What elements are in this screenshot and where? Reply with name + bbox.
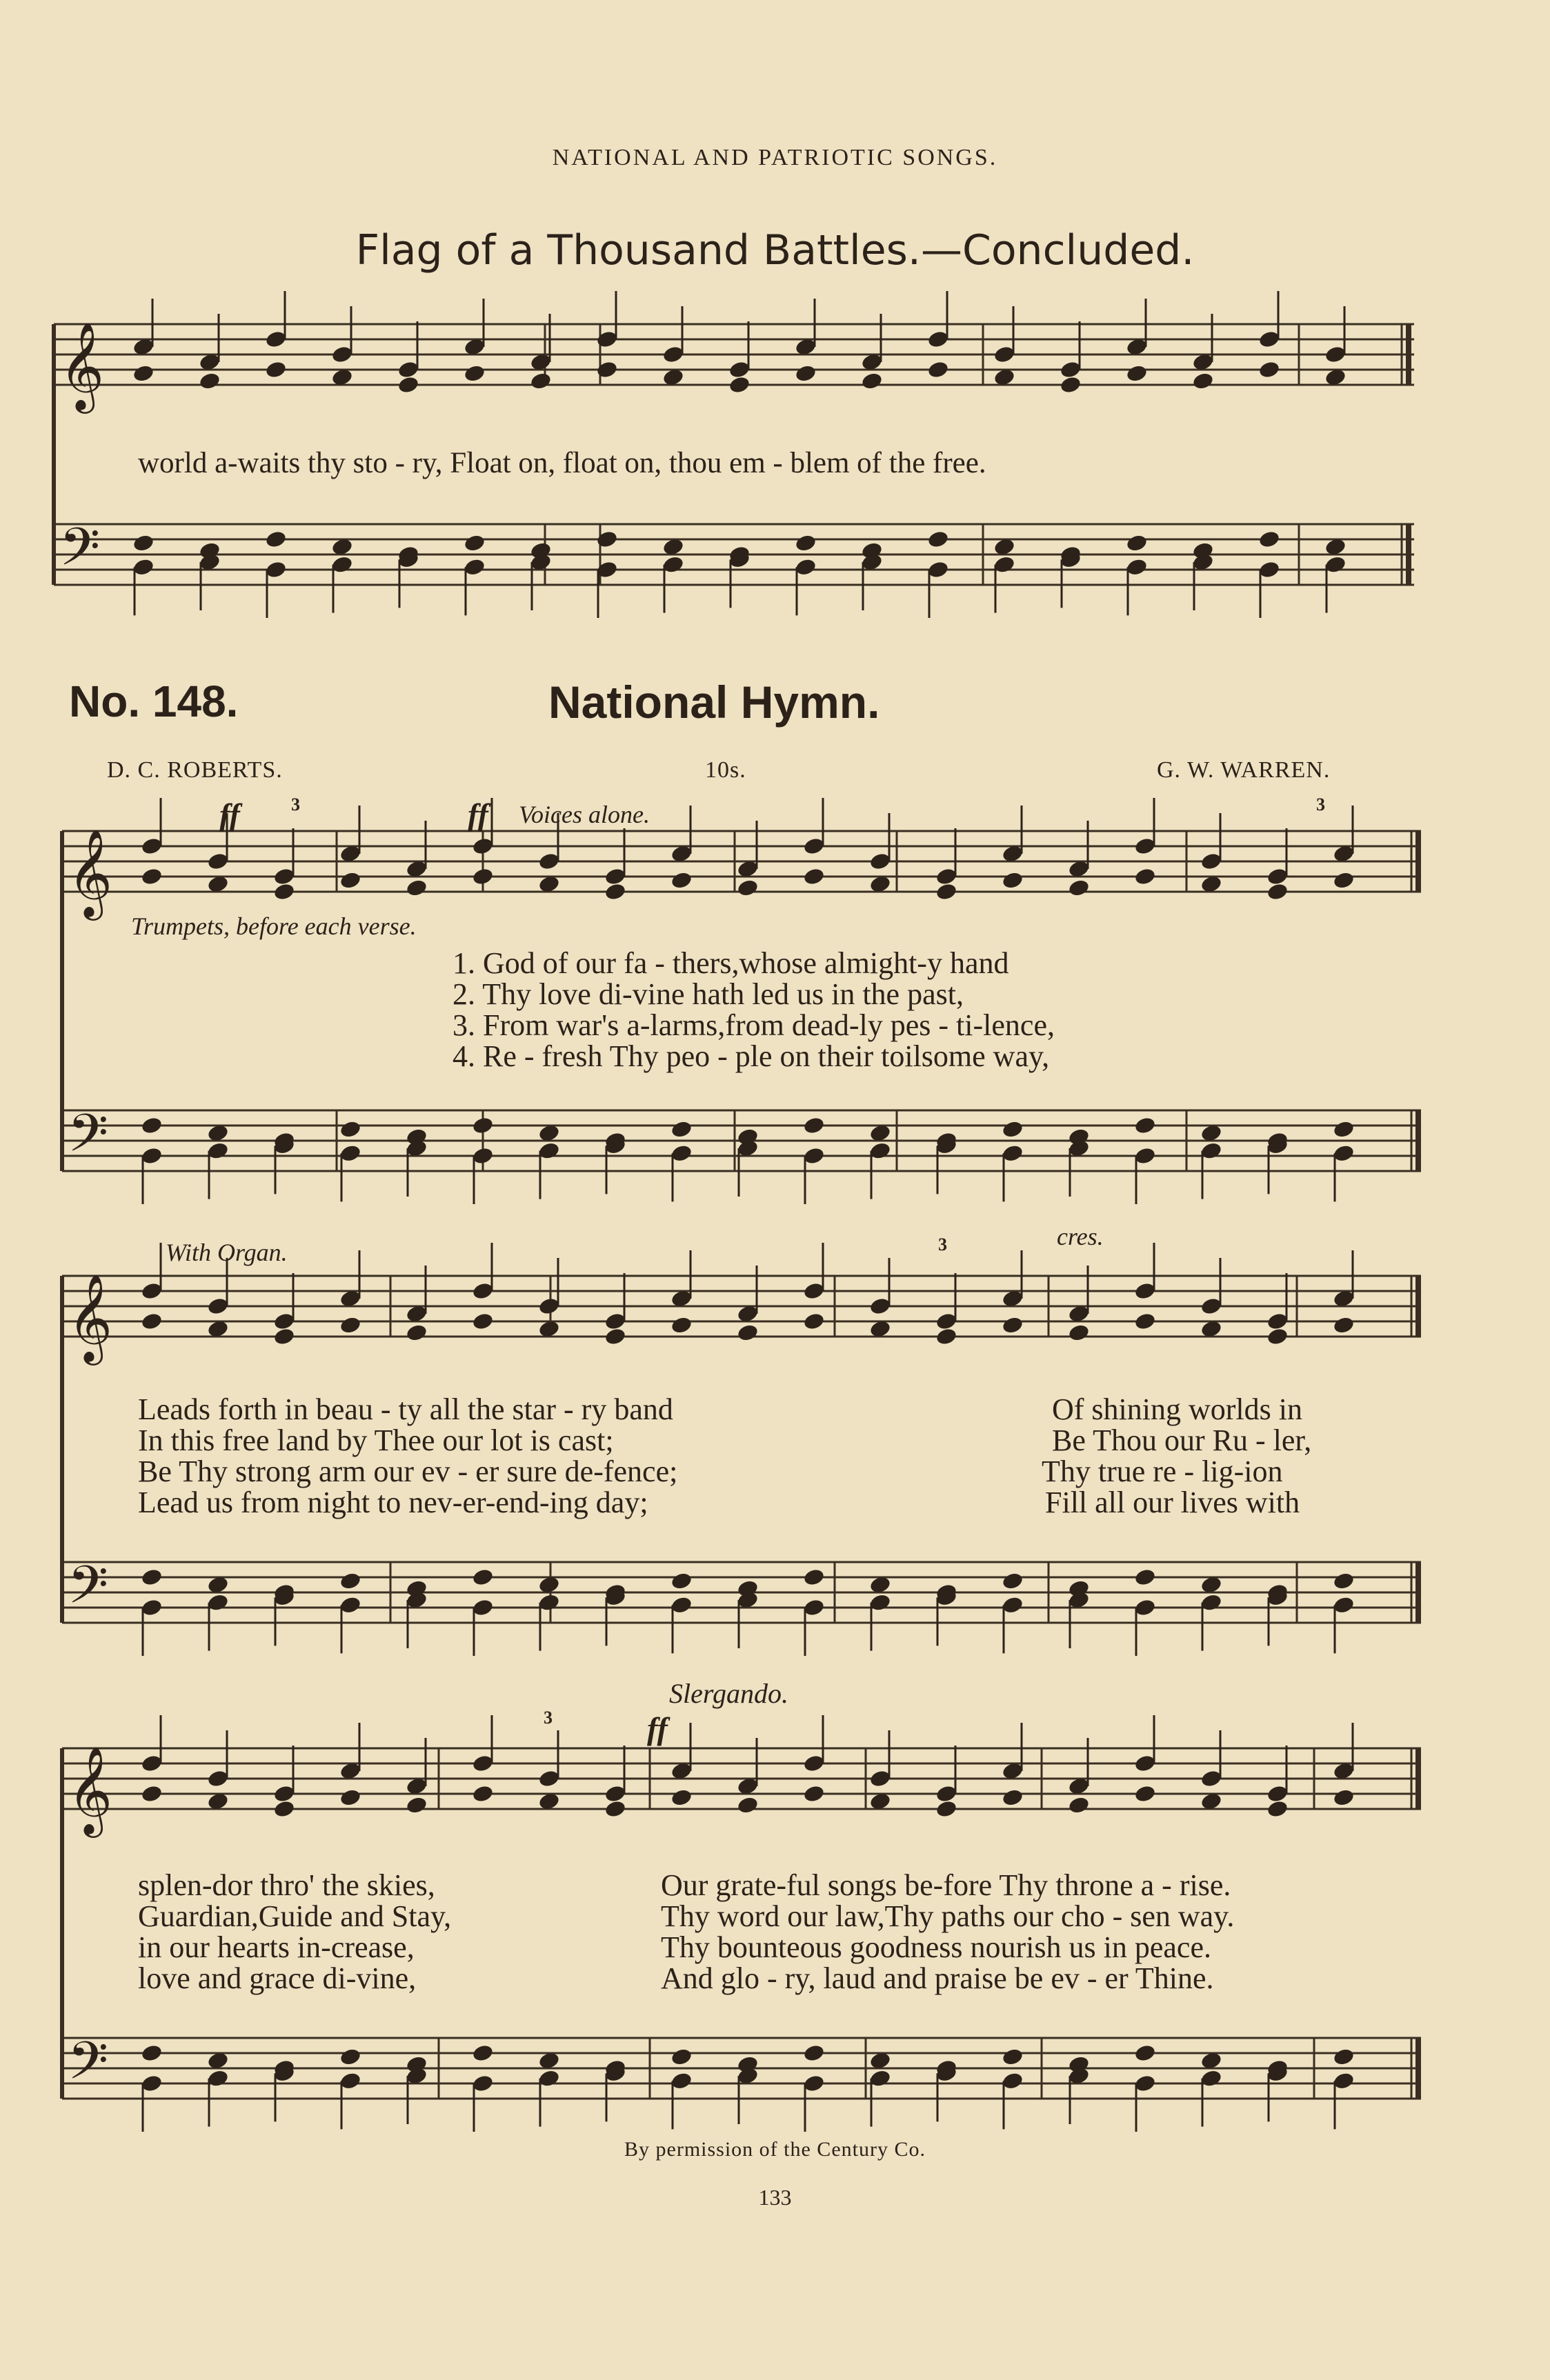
triplet-marking: 3 bbox=[1316, 794, 1325, 814]
note-head bbox=[264, 360, 287, 379]
note-head bbox=[1332, 1315, 1355, 1334]
note-head bbox=[1001, 1788, 1024, 1807]
note-head bbox=[670, 1788, 693, 1807]
note-head bbox=[339, 2047, 361, 2066]
verse-1-line-2: Leads forth in beau - ty all the star - ry band bbox=[138, 1392, 673, 1426]
note-head bbox=[1059, 375, 1082, 394]
note-head bbox=[728, 375, 751, 394]
hymn-number: No. 148. bbox=[69, 677, 239, 726]
note-head bbox=[1266, 1327, 1289, 1346]
previous-song-title: Flag of a Thousand Battles.—Concluded. bbox=[355, 226, 1195, 274]
note-head bbox=[471, 867, 494, 886]
note-head bbox=[926, 360, 949, 379]
note-head bbox=[339, 870, 361, 890]
note-head bbox=[272, 1327, 295, 1346]
note-head bbox=[935, 882, 957, 901]
note-head bbox=[1125, 533, 1148, 552]
bass-clef-icon: 𝄢 bbox=[59, 517, 101, 590]
note-head bbox=[670, 1315, 693, 1334]
verse-1-line-2-end: Of shining worlds in bbox=[1052, 1392, 1302, 1426]
note-head bbox=[1067, 878, 1090, 897]
trumpets-direction: Trumpets, before each verse. bbox=[131, 912, 417, 940]
note-head bbox=[463, 533, 486, 552]
note-head bbox=[1258, 530, 1280, 549]
note-head bbox=[604, 882, 626, 901]
note-head bbox=[736, 878, 759, 897]
note-head bbox=[595, 360, 618, 379]
verse-1-line-1: 1. God of our fa - thers,whose almight-y hand bbox=[453, 946, 1009, 980]
note-head bbox=[1067, 1795, 1090, 1814]
bass-clef-icon: 𝄢 bbox=[68, 1554, 109, 1628]
note-head bbox=[405, 1323, 428, 1342]
treble-clef-icon: 𝄞 bbox=[59, 321, 105, 410]
note-head bbox=[1191, 371, 1214, 390]
verse-4-line-1: 4. Re - fresh Thy peo - ple on their toilsome way, bbox=[453, 1039, 1050, 1073]
note-head bbox=[1332, 1119, 1355, 1139]
note-head bbox=[794, 363, 817, 383]
note-head bbox=[802, 2043, 825, 2063]
verse-2-line-2-end: Be Thou our Ru - ler, bbox=[1052, 1423, 1312, 1457]
voices-alone-direction: Voices alone. bbox=[519, 801, 650, 828]
verse-3-line-2-end: Thy true re - lig-ion bbox=[1042, 1454, 1283, 1488]
verse-1-line-3-end: Our grate-ful songs be-fore Thy throne a - rise. bbox=[661, 1868, 1231, 1902]
note-head bbox=[272, 882, 295, 901]
note-head bbox=[1133, 1312, 1156, 1331]
note-head bbox=[140, 1784, 163, 1803]
note-head bbox=[1332, 1571, 1355, 1590]
verse-4-line-2: Lead us from night to nev-er-end-ing day; bbox=[138, 1486, 648, 1519]
note-head bbox=[463, 363, 486, 383]
hymn-meter: 10s. bbox=[705, 757, 746, 783]
treble-clef-icon: 𝄞 bbox=[68, 1273, 113, 1361]
dynamic-ff-marking: ff bbox=[647, 1711, 668, 1746]
note-head bbox=[140, 867, 163, 886]
note-head bbox=[736, 1323, 759, 1342]
verse-2-line-2: In this free land by Thee our lot is cast; bbox=[138, 1423, 614, 1457]
note-head bbox=[802, 1312, 825, 1331]
note-head bbox=[339, 1788, 361, 1807]
verse-1-line-3: splen-dor thro' the skies, bbox=[138, 1868, 435, 1902]
verse-3-line-2: Be Thy strong arm our ev - er sure de-fence; bbox=[138, 1454, 678, 1488]
note-head bbox=[140, 2043, 163, 2063]
note-head bbox=[140, 1312, 163, 1331]
running-head: NATIONAL AND PATRIOTIC SONGS. bbox=[552, 145, 998, 170]
note-head bbox=[935, 1327, 957, 1346]
note-head bbox=[339, 1571, 361, 1590]
verse-3-line-3: in our hearts in-crease, bbox=[138, 1930, 415, 1964]
note-head bbox=[1266, 882, 1289, 901]
note-head bbox=[471, 1568, 494, 1587]
slergando-direction: Slergando. bbox=[669, 1678, 788, 1709]
triplet-marking: 3 bbox=[291, 794, 300, 814]
note-head bbox=[140, 1568, 163, 1587]
note-head bbox=[471, 1312, 494, 1331]
bass-clef-icon: 𝄢 bbox=[68, 2030, 109, 2104]
verse-2-line-1: 2. Thy love di-vine hath led us in the past, bbox=[453, 977, 964, 1011]
hymn-composer: G. W. WARREN. bbox=[1157, 757, 1331, 783]
note-head bbox=[670, 1571, 693, 1590]
note-head bbox=[1258, 360, 1280, 379]
note-head bbox=[604, 1327, 626, 1346]
triplet-marking: 3 bbox=[938, 1234, 947, 1254]
page-number: 133 bbox=[758, 2185, 792, 2210]
note-head bbox=[1001, 1315, 1024, 1334]
verse-4-line-3-end: And glo - ry, laud and praise be ev - er Thine. bbox=[661, 1961, 1214, 1995]
note-head bbox=[860, 371, 883, 390]
note-head bbox=[272, 1799, 295, 1819]
note-head bbox=[1332, 870, 1355, 890]
note-head bbox=[1001, 2047, 1024, 2066]
note-head bbox=[802, 1784, 825, 1803]
note-head bbox=[1125, 363, 1148, 383]
with-organ-direction: With Organ. bbox=[166, 1239, 288, 1266]
note-head bbox=[595, 530, 618, 549]
note-head bbox=[264, 530, 287, 549]
treble-clef-icon: 𝄞 bbox=[68, 828, 113, 917]
note-head bbox=[1133, 2043, 1156, 2063]
verse-2-line-3-end: Thy word our law,Thy paths our cho - sen way. bbox=[661, 1899, 1235, 1933]
note-head bbox=[471, 1116, 494, 1135]
note-head bbox=[670, 2047, 693, 2066]
dynamic-ff-marking: ff bbox=[468, 797, 488, 832]
note-head bbox=[736, 1795, 759, 1814]
note-head bbox=[1133, 1116, 1156, 1135]
note-head bbox=[935, 1799, 957, 1819]
note-head bbox=[1332, 1788, 1355, 1807]
note-head bbox=[1001, 1571, 1024, 1590]
note-head bbox=[802, 867, 825, 886]
bass-clef-icon: 𝄢 bbox=[68, 1103, 109, 1177]
note-head bbox=[140, 1116, 163, 1135]
verse-4-line-3: love and grace di-vine, bbox=[138, 1961, 417, 1995]
note-head bbox=[198, 371, 221, 390]
previous-song-lyric: world a-waits thy sto - ry, Float on, float on, thou em - blem of the free. bbox=[138, 447, 986, 479]
note-head bbox=[132, 533, 155, 552]
note-head bbox=[670, 870, 693, 890]
verse-2-line-3: Guardian,Guide and Stay, bbox=[138, 1899, 452, 1933]
note-head bbox=[1001, 870, 1024, 890]
note-head bbox=[1067, 1323, 1090, 1342]
crescendo-direction: cres. bbox=[1057, 1223, 1104, 1250]
note-head bbox=[405, 1795, 428, 1814]
note-head bbox=[471, 2043, 494, 2063]
note-head bbox=[1332, 2047, 1355, 2066]
note-head bbox=[604, 1799, 626, 1819]
triplet-marking: 3 bbox=[544, 1708, 553, 1728]
note-head bbox=[1001, 1119, 1024, 1139]
note-head bbox=[1133, 1784, 1156, 1803]
dynamic-ff-marking: ff bbox=[219, 797, 240, 832]
note-head bbox=[794, 533, 817, 552]
note-head bbox=[1133, 867, 1156, 886]
verse-3-line-3-end: Thy bounteous goodness nourish us in peace. bbox=[661, 1930, 1211, 1964]
treble-clef-icon: 𝄞 bbox=[68, 1746, 113, 1834]
note-head bbox=[471, 1784, 494, 1803]
hymn-author: D. C. ROBERTS. bbox=[107, 757, 283, 783]
note-head bbox=[339, 1119, 361, 1139]
note-head bbox=[1133, 1568, 1156, 1587]
hymn-title: National Hymn. bbox=[548, 677, 880, 728]
note-head bbox=[670, 1119, 693, 1139]
verse-4-line-2-end: Fill all our lives with bbox=[1045, 1486, 1300, 1519]
note-head bbox=[926, 530, 949, 549]
note-head bbox=[1266, 1799, 1289, 1819]
note-head bbox=[405, 878, 428, 897]
note-head bbox=[397, 375, 419, 394]
note-head bbox=[339, 1315, 361, 1334]
note-head bbox=[802, 1116, 825, 1135]
note-head bbox=[529, 371, 552, 390]
note-head bbox=[132, 363, 155, 383]
permission-note: By permission of the Century Co. bbox=[624, 2138, 926, 2161]
verse-3-line-1: 3. From war's a-larms,from dead-ly pes - ti-lence, bbox=[453, 1008, 1055, 1042]
note-head bbox=[802, 1568, 825, 1587]
